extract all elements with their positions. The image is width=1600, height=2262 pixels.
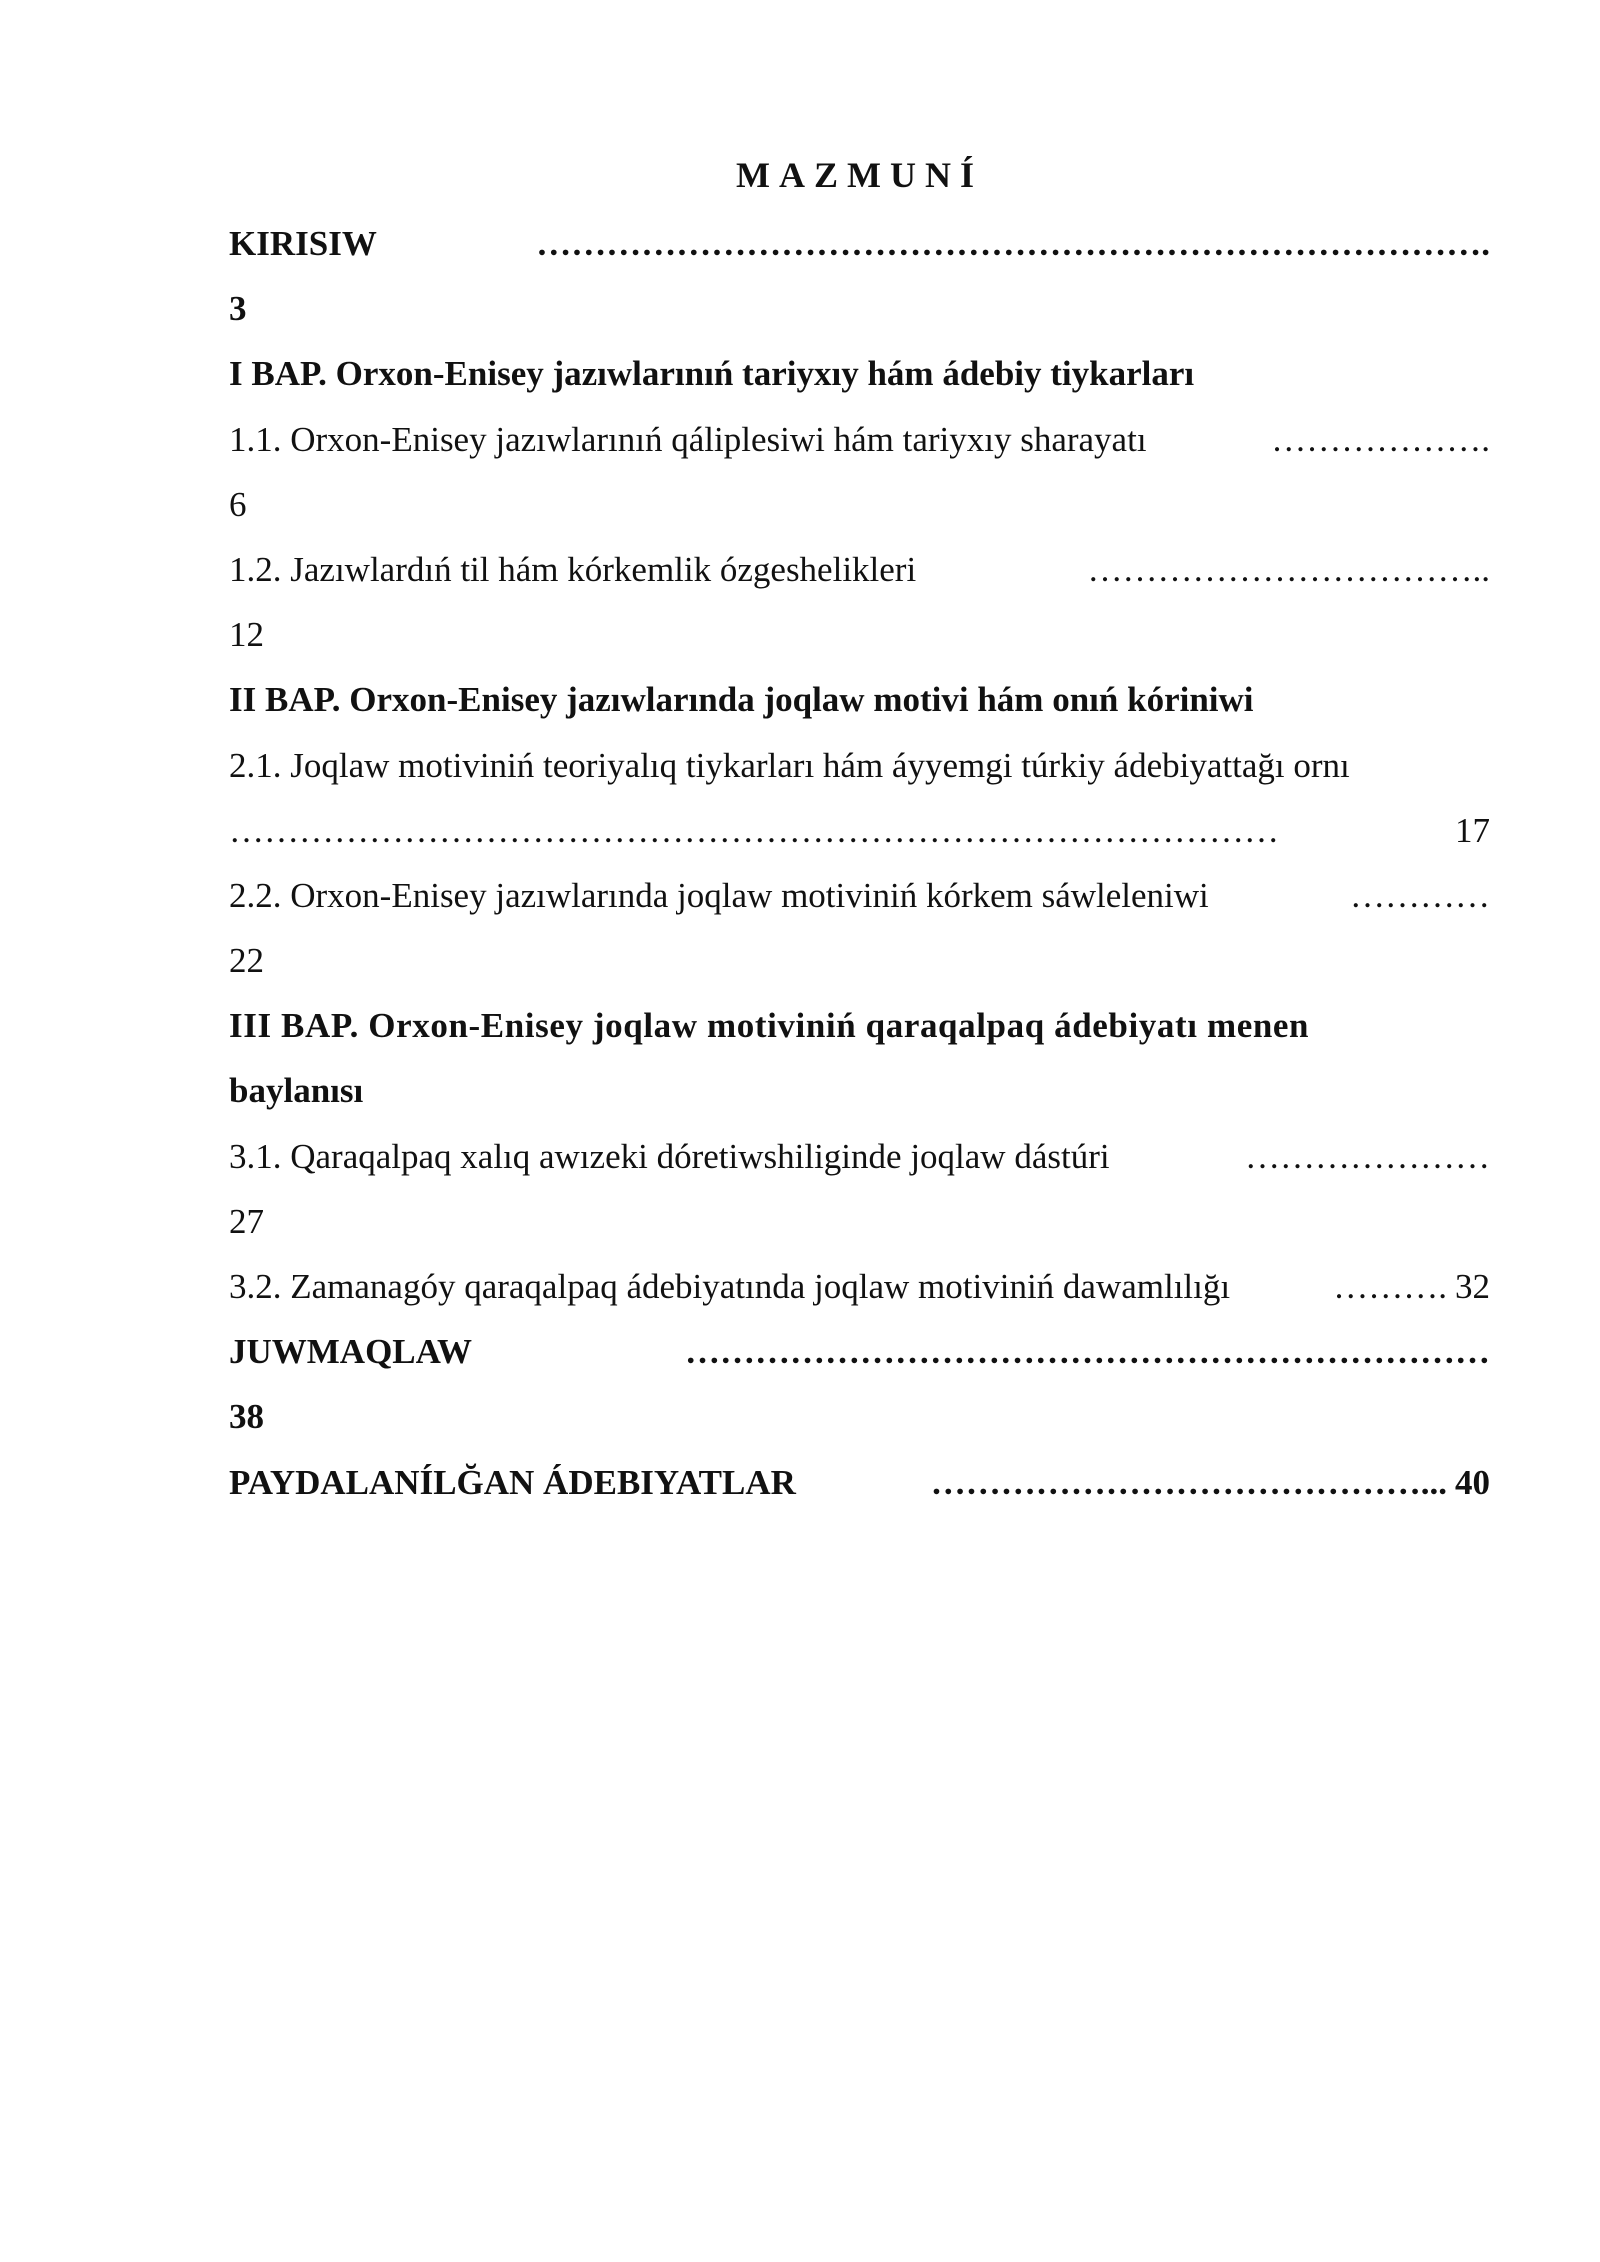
- toc-chapter-label: baylanısı: [229, 1071, 364, 1111]
- toc-page-number: 32: [1455, 1267, 1490, 1306]
- toc-entry-label: 3.2. Zamanagóy qaraqalpaq ádebiyatında joqlaw motiviniń dawamlılığı: [229, 1267, 1231, 1306]
- toc-page-number: 17: [1455, 810, 1490, 850]
- toc-entry-1-1-page: [229, 472, 1490, 537]
- toc-dots: ………………………………………………………………………………: [229, 810, 1279, 850]
- toc-chapter-3: [229, 993, 1490, 1058]
- toc-entry-kirisiw-page: [229, 276, 1490, 341]
- toc-page-number: 6: [229, 484, 247, 524]
- toc-entry-label: 2.2. Orxon-Enisey jazıwlarında joqlaw motiviniń kórkem sáwleleniwi: [229, 875, 1209, 915]
- toc-entry-1-1: [229, 407, 1490, 472]
- toc-entry-3-2: [229, 1254, 1490, 1319]
- toc-entry-label: 2.1. Joqlaw motiviniń teoriyalıq tiykarları hám áyyemgi túrkiy ádebiyattağı ornı: [229, 745, 1350, 785]
- toc-entry-references: [229, 1450, 1490, 1515]
- toc-entry-3-1: [229, 1124, 1490, 1189]
- toc-entry-1-2-page: [229, 602, 1490, 667]
- toc-dots: ……………….: [1271, 419, 1490, 459]
- toc-entry-juwmaqlaw-page: [229, 1384, 1490, 1449]
- toc-page-number: 27: [229, 1201, 264, 1241]
- toc-chapter-label: I BAP. Orxon-Enisey jazıwlarınıń tariyxıy hám ádebiy tiykarları: [229, 354, 1195, 394]
- toc-dots: ……………………………………………………………………….: [536, 224, 1490, 263]
- toc-entry-label: JUWMAQLAW: [229, 1332, 473, 1372]
- toc-entry-3-1-page: [229, 1189, 1490, 1254]
- toc-entry-kirisiw: [229, 211, 1490, 276]
- toc-entry-1-2: [229, 537, 1490, 602]
- toc-entry-2-2-page: [229, 928, 1490, 993]
- toc-page-number: 40: [1455, 1462, 1490, 1502]
- toc-chapter-2: [229, 667, 1490, 732]
- toc-entry-label: 1.1. Orxon-Enisey jazıwlarınıń qáliplesiwi hám tariyxıy sharayatı: [229, 419, 1147, 459]
- toc-chapter-label: II BAP. Orxon-Enisey jazıwlarında joqlaw motivi hám onıń kóriniwi: [229, 680, 1254, 720]
- toc-page-number: 22: [229, 941, 264, 981]
- toc-chapter-label: III BAP. Orxon-Enisey joqlaw motiviniń qaraqalpaq ádebiyatı menen: [229, 1006, 1310, 1046]
- toc-page-number: 3: [229, 289, 247, 329]
- toc-dots: ……………………………..: [1087, 549, 1490, 589]
- table-of-contents: [229, 211, 1490, 1515]
- toc-dots: …………………: [1245, 1136, 1490, 1176]
- toc-entry-label: 1.2. Jazıwlardıń til hám kórkemlik ózgeshelikleri: [229, 549, 917, 589]
- toc-chapter-1: [229, 341, 1490, 406]
- toc-dots: ……….: [1333, 1267, 1447, 1306]
- toc-page-number: 12: [229, 615, 264, 655]
- toc-entry-juwmaqlaw: [229, 1319, 1490, 1384]
- toc-entry-label: PAYDALANÍLĞAN ÁDEBIYATLAR: [229, 1462, 796, 1502]
- toc-entry-2-2: [229, 863, 1490, 928]
- toc-entry-2-1: [229, 733, 1490, 798]
- toc-entry-label: 3.1. Qaraqalpaq xalıq awızeki dóretiwshiliginde joqlaw dástúri: [229, 1136, 1110, 1176]
- toc-entry-2-1-page: [229, 798, 1490, 863]
- toc-dots: …………: [1350, 875, 1490, 915]
- toc-page-number: 38: [229, 1397, 264, 1437]
- toc-dots: ……………………………………...: [930, 1462, 1447, 1502]
- toc-dots: ……………………………………………………………: [685, 1332, 1490, 1372]
- toc-entry-label: KIRISIW: [229, 224, 377, 263]
- toc-chapter-3-cont: [229, 1058, 1490, 1123]
- page-title: MAZMUNÍ: [736, 155, 983, 195]
